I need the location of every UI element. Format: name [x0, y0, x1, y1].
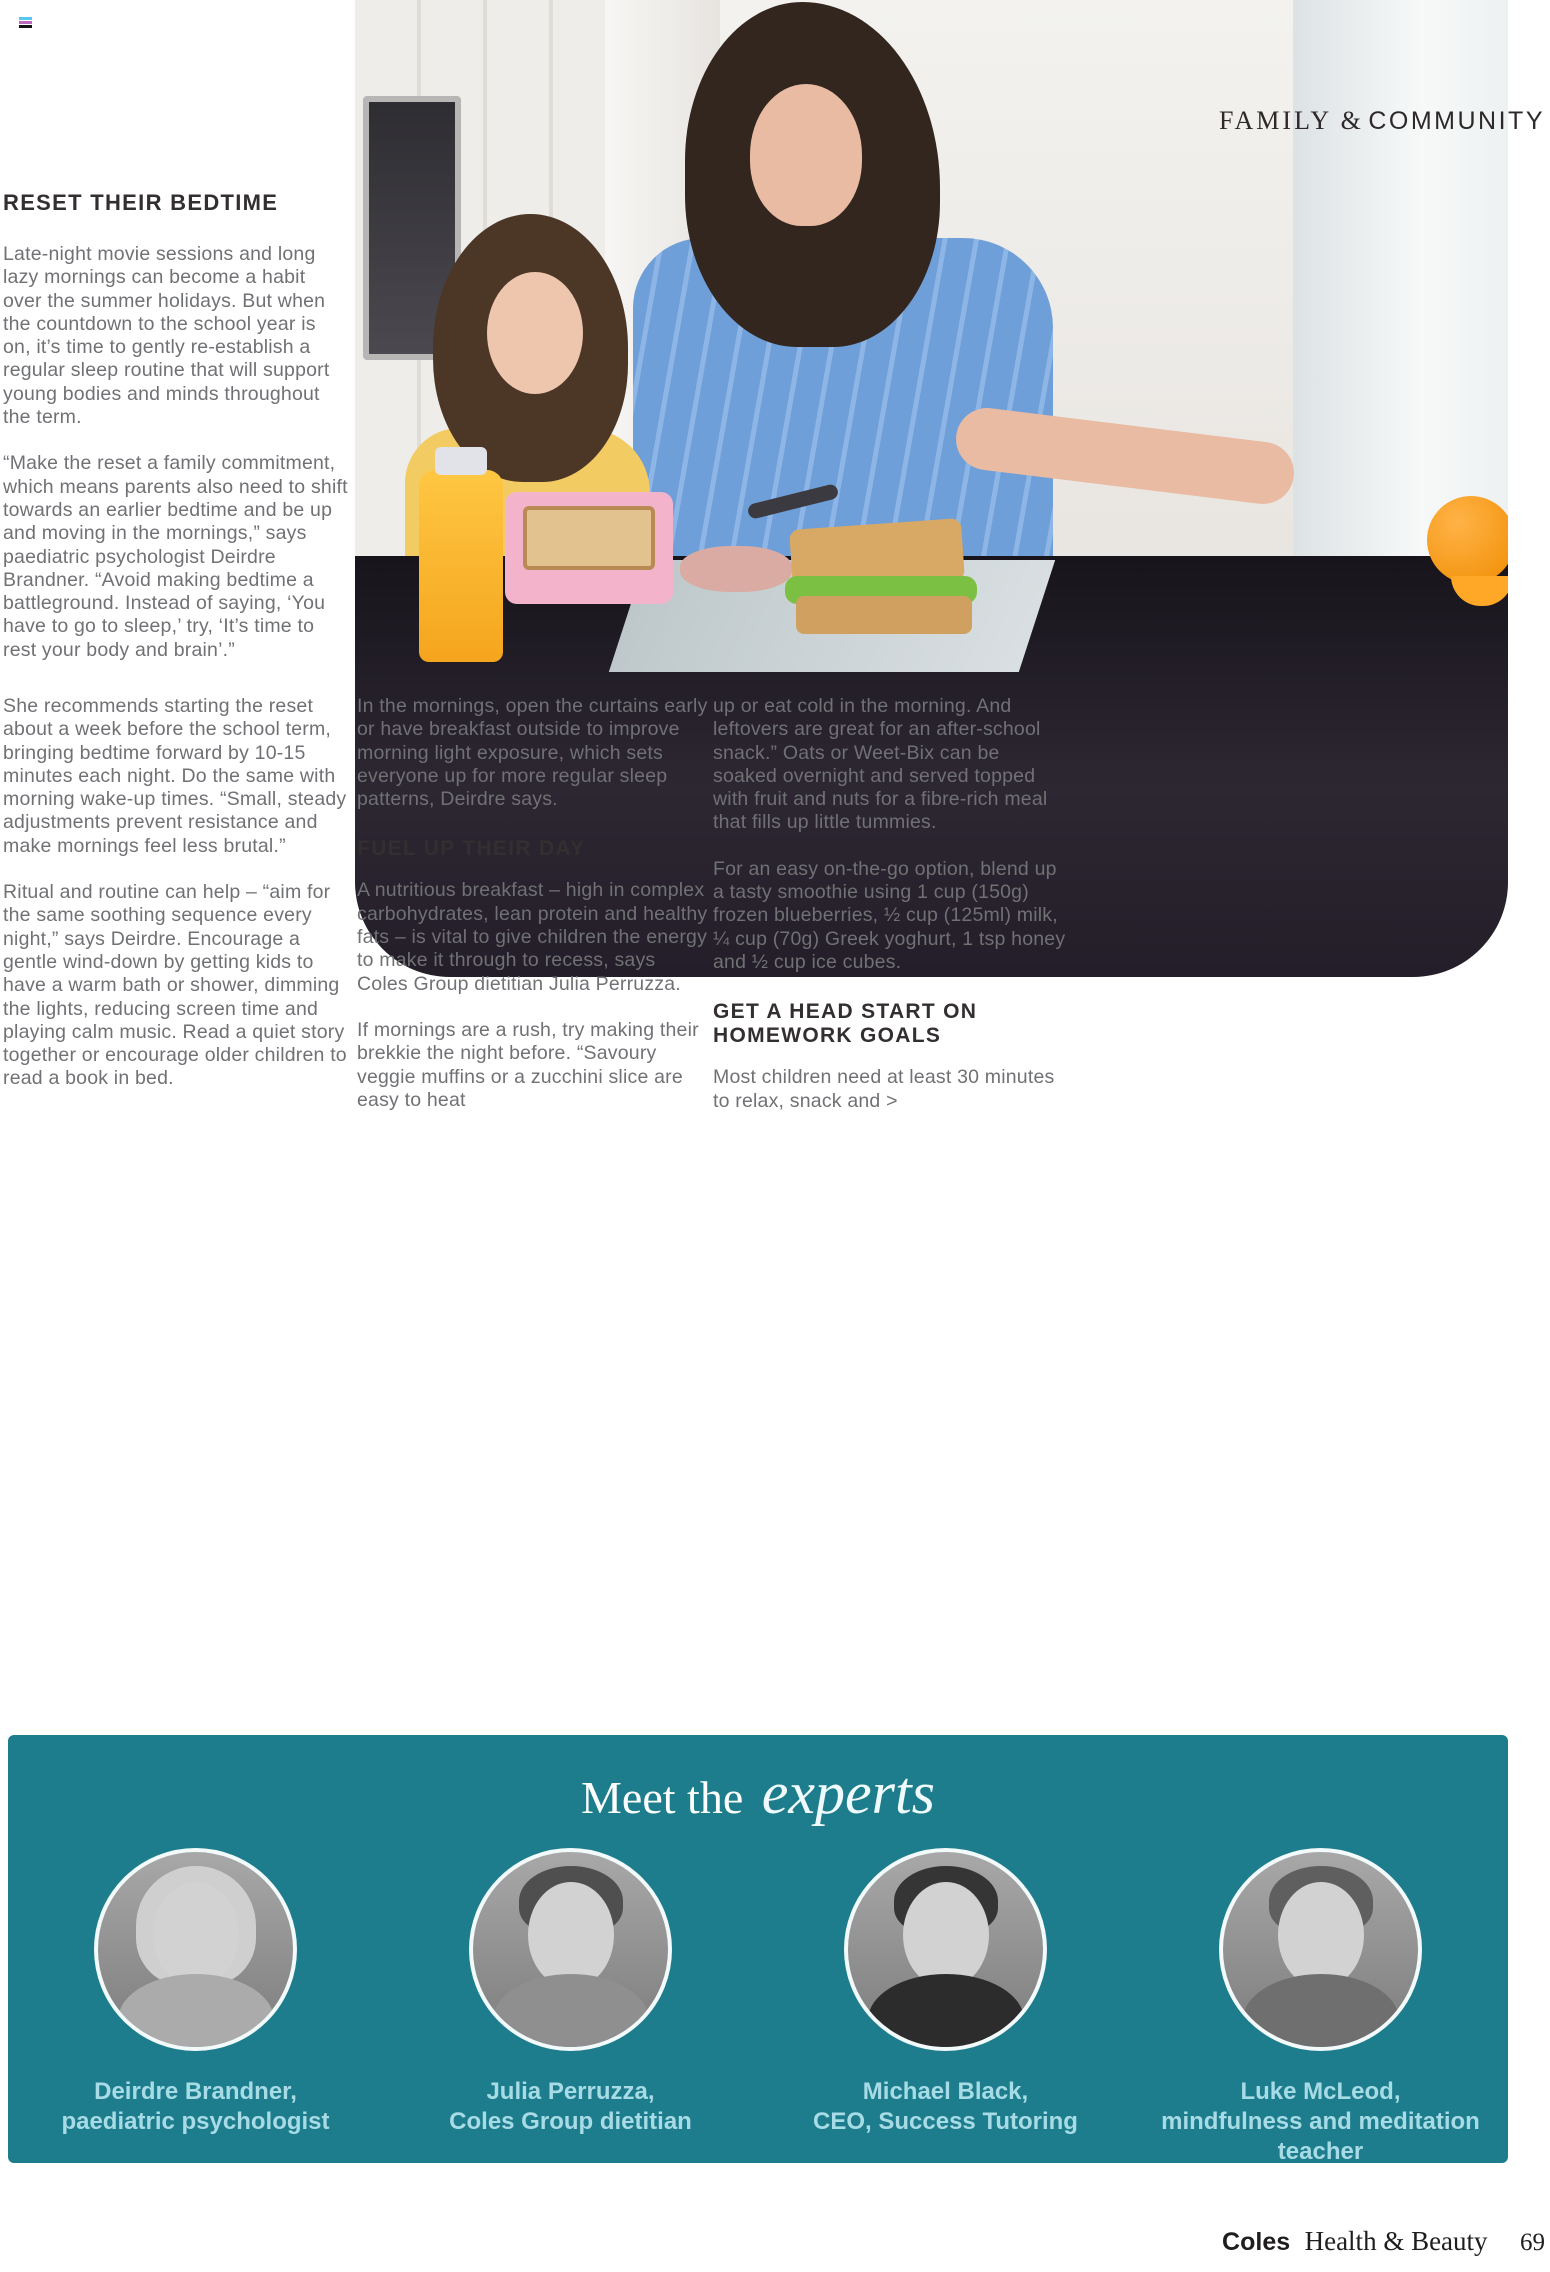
portrait-shoulders — [118, 1974, 274, 2051]
text-column-2 — [357, 695, 709, 1135]
column3-paragraph-3: Most children need at least 30 minutes to relax, snack and > — [713, 1066, 1055, 1112]
text-column-1 — [3, 695, 348, 1114]
expert-name — [1156, 2077, 1486, 2167]
homework-goals-heading: GET A HEAD START ON HOMEWORK GOALS — [713, 1000, 978, 1048]
portrait-shoulders — [868, 1974, 1024, 2051]
intro-paragraph-1: Late-night movie sessions and long lazy mornings can become a habit over the summer holidays. But when the countdown to the school year is on, it’s time to gently re-establish a regular sleep routine that will support young bodies and minds throughout the term. — [3, 243, 330, 429]
expert-name-line: Julia Perruzza, — [486, 2078, 655, 2105]
expert-role-line: Coles Group dietitian — [449, 2108, 692, 2135]
photo-meat-slices — [680, 546, 792, 592]
column2-paragraph-3: If mornings are a rush, try making their brekkie the night before. “Savoury veggie muffins or a zucchini slice are easy to heat — [357, 1018, 699, 1111]
fuel-up-heading: FUEL UP THEIR DAY — [357, 837, 586, 861]
footer-magazine-title: Health & Beauty — [1304, 2226, 1488, 2256]
photo-sandwich-bottom — [796, 596, 972, 634]
photo-juice-bottle — [419, 470, 503, 662]
section-label-sans: COMMUNITY — [1368, 107, 1545, 135]
photo-daughter-face — [487, 272, 583, 394]
expert-name-line: Luke McLeod, — [1240, 2078, 1401, 2105]
expert-card-michael — [758, 1848, 1133, 2167]
expert-role-line: CEO, Success Tutoring — [813, 2108, 1078, 2135]
portrait-head — [153, 1882, 239, 1988]
footer-page-number: 69 — [1520, 2229, 1545, 2256]
article-intro — [3, 190, 348, 685]
expert-portrait — [94, 1848, 297, 2051]
expert-name-line: Deirdre Brandner, — [94, 2078, 297, 2105]
expert-card-deirdre — [8, 1848, 383, 2167]
column3-paragraph-2: For an easy on-the-go option, blend up a tasty smoothie using 1 cup (150g) frozen blueberries, ½ cup (125ml) milk, ¼ cup (70g) Greek yoghurt, 1 tsp honey and ½ cup ice cubes. — [713, 857, 1066, 973]
expert-name-line: Michael Black, — [862, 2078, 1029, 2105]
column1-paragraph-2: Ritual and routine can help – “aim for the same soothing sequence every night,” says Deirdre. Encourage a gentle wind-down by getting kids to have a warm bath or shower, dimming the lights, reducing screen time and playing calm music. Read a quiet story together or encourage older children to read a book in bed. — [3, 881, 347, 1090]
expert-name — [781, 2077, 1111, 2137]
expert-card-luke — [1133, 1848, 1508, 2167]
portrait-head — [903, 1882, 989, 1988]
portrait-shoulders — [493, 1974, 649, 2051]
column2-paragraph-1: In the mornings, open the curtains early or have breakfast outside to improve morning light exposure, which sets everyone up for more regular sleep patterns, Deirdre says. — [357, 695, 708, 811]
expert-role-line: mindfulness and meditation teacher — [1161, 2108, 1480, 2165]
meet-the-experts-band — [8, 1735, 1508, 2163]
column1-paragraph-1: She recommends starting the reset about a week before the school term, bringing bedtime forward by 10-15 minutes each night. Do the same with morning wake-up times. “Small, steady adjustments prevent resistance and make mornings feel less brutal.” — [3, 695, 347, 857]
menu-icon-bar-purple — [19, 21, 32, 24]
menu-icon-bar-black — [19, 25, 32, 28]
expert-name — [31, 2077, 361, 2137]
portrait-head — [528, 1882, 614, 1988]
expert-role-line: paediatric psychologist — [61, 2108, 330, 2135]
experts-title-serif: Meet the — [581, 1772, 744, 1823]
photo-window-wall — [1293, 0, 1508, 560]
portrait-head — [1278, 1882, 1364, 1988]
portrait-shoulders — [1243, 1974, 1399, 2051]
column3-paragraph-1: up or eat cold in the morning. And leftovers are great for an after-school snack.” Oats or Weet-Bix can be soaked overnight and served topped with fruit and nuts for a fibre-rich meal that fills up little tummies. — [713, 695, 1048, 834]
intro-paragraph-2: “Make the reset a family commitment, which means parents also need to shift towards an earlier bedtime and be up and moving in the mornings,” says paediatric psychologist Deirdre Brandner. “Avoid making bedtime a battleground. Instead of saying, ‘You have to go to sleep,’ try, ‘It’s time to rest your body and brain’.” — [3, 452, 348, 661]
experts-row — [8, 1848, 1508, 2167]
menu-icon[interactable] — [19, 17, 32, 31]
photo-lunchbox-sandwich — [523, 506, 655, 570]
text-column-3 — [713, 695, 1067, 1136]
column2-paragraph-2: A nutritious breakfast – high in complex carbohydrates, lean protein and healthy fats – is vital to give children the energy to make it through to recess, says Coles Group dietitian Julia Perruzza. — [357, 879, 708, 995]
page-footer — [1222, 2226, 1545, 2257]
expert-card-julia — [383, 1848, 758, 2167]
footer-brand: Coles — [1222, 2228, 1291, 2256]
expert-portrait — [1219, 1848, 1422, 2051]
article-heading: RESET THEIR BEDTIME — [3, 190, 279, 215]
menu-icon-bar-cyan — [19, 17, 32, 20]
section-label — [1219, 106, 1545, 136]
experts-title-script: experts — [761, 1760, 935, 1826]
expert-name — [406, 2077, 736, 2137]
expert-portrait — [469, 1848, 672, 2051]
photo-mother-face — [750, 84, 862, 226]
section-label-serif: FAMILY & — [1218, 106, 1364, 135]
expert-portrait — [844, 1848, 1047, 2051]
photo-juice-cap — [435, 447, 487, 475]
experts-title — [8, 1759, 1508, 1828]
photo-orange — [1427, 496, 1508, 584]
